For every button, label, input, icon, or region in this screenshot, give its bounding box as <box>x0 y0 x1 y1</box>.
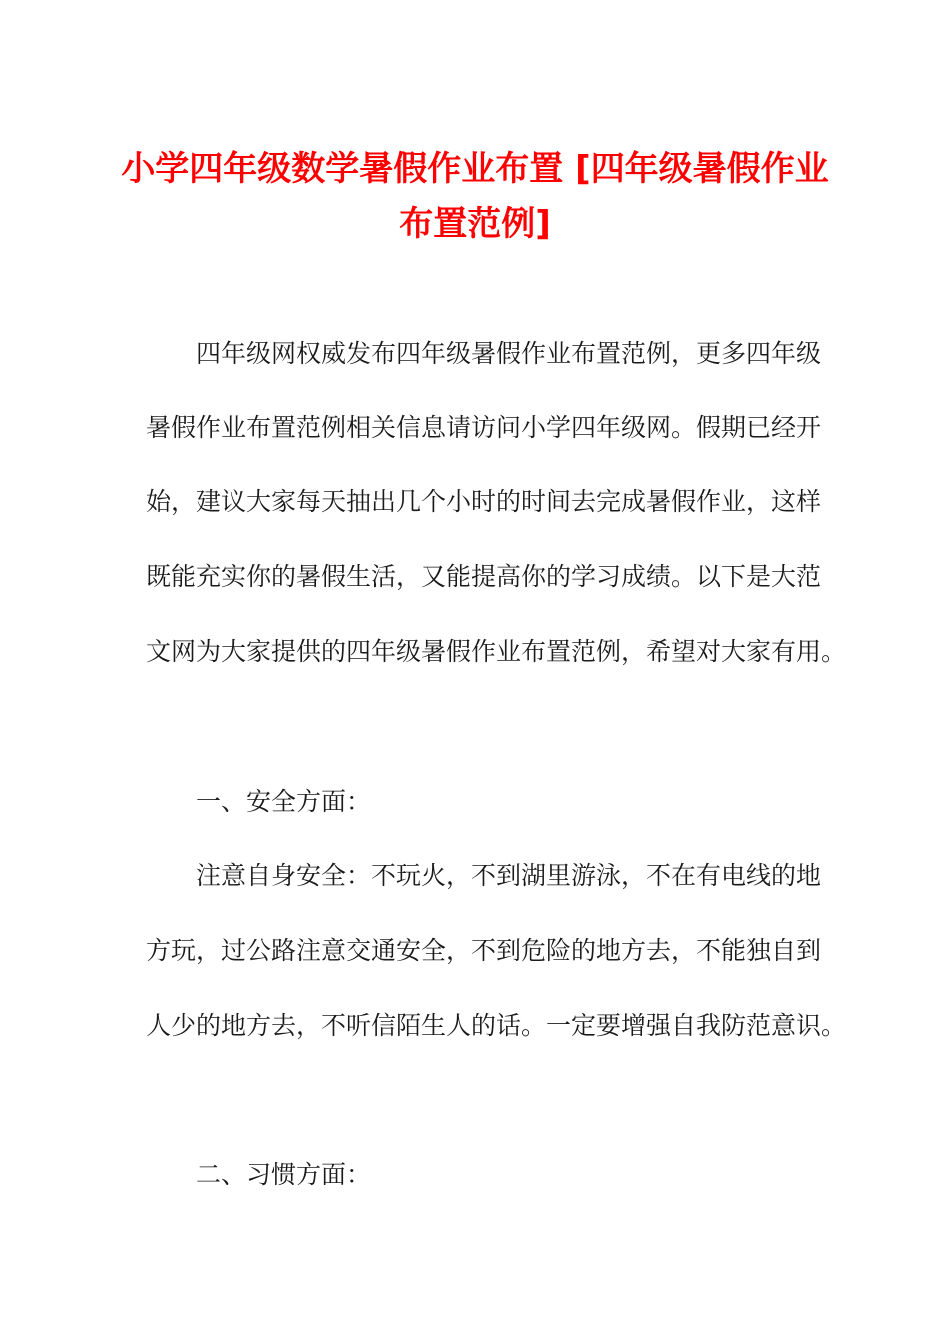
safety-line-1: 注意自身安全：不玩火，不到湖里游泳，不在有电线的地 <box>196 861 822 890</box>
document-title: 小学四年级数学暑假作业布置 [四年级暑假作业布置范例] <box>121 149 829 244</box>
safety-line-2: 方玩，过公路注意交通安全，不到危险的地方去，不能独自到 <box>146 936 822 965</box>
intro-line-4: 既能充实你的暑假生活，又能提高你的学习成绩。以下是大范 <box>146 562 822 591</box>
section-heading-safety: 一、安全方面： <box>196 787 372 816</box>
intro-line-5: 文网为大家提供的四年级暑假作业布置范例，希望对大家有用。 <box>146 637 847 666</box>
intro-line-1: 四年级网权威发布四年级暑假作业布置范例，更多四年级 <box>196 339 822 368</box>
safety-line-3: 人少的地方去，不听信陌生人的话。一定要增强自我防范意识。 <box>146 1011 847 1040</box>
intro-line-2: 暑假作业布置范例相关信息请访问小学四年级网。假期已经开 <box>146 413 822 442</box>
intro-line-3: 始，建议大家每天抽出几个小时的时间去完成暑假作业，这样 <box>146 487 822 516</box>
section-heading-habits: 二、习惯方面： <box>196 1160 372 1189</box>
